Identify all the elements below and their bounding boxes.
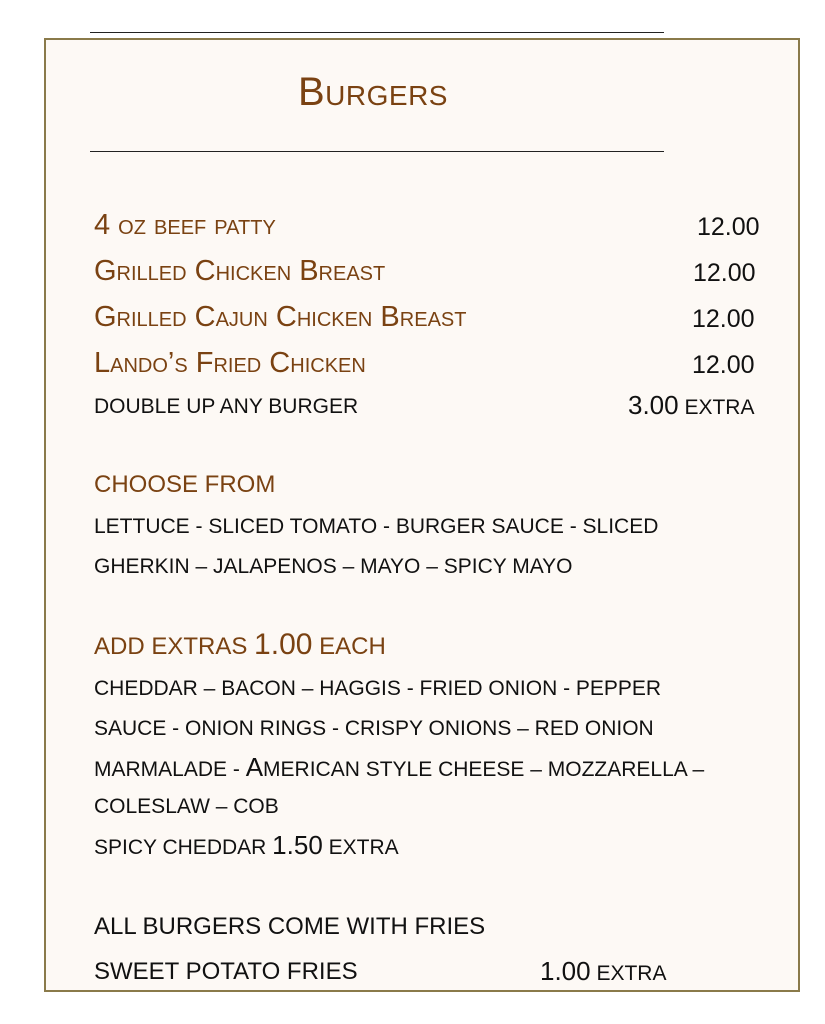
sweet-potato-fries-label: SWEET POTATO FRIES <box>94 958 358 985</box>
add-extras-line3-a: MARMALADE - <box>94 758 246 781</box>
add-extras-line <box>94 754 704 780</box>
add-extras-line: COLESLAW – COB <box>94 795 279 818</box>
add-extras-line: CHEDDAR – BACON – HAGGIS - FRIED ONION - PEPPER <box>94 677 662 700</box>
double-up-price-value: 3.00 <box>628 390 679 420</box>
add-extras-heading-prefix: ADD EXTRAS <box>94 633 248 660</box>
sweet-potato-fries-price-value: 1.00 <box>540 956 591 986</box>
spicy-cheddar-price: 1.50 <box>272 830 323 860</box>
menu-item-price: 12.00 <box>692 305 755 333</box>
menu-item-price: 12.00 <box>693 259 756 287</box>
double-up-price <box>628 392 754 418</box>
add-extras-heading <box>94 630 386 660</box>
double-up-label: DOUBLE UP ANY BURGER <box>94 395 359 418</box>
page-title: Burgers <box>298 70 448 114</box>
add-extras-line3-cap: A <box>245 752 264 782</box>
add-extras-line3-b: MERICAN STYLE CHEESE – MOZZARELLA – <box>263 758 705 781</box>
menu-item-name: Lando’s Fried Chicken <box>94 347 366 379</box>
choose-from-line: GHERKIN – JALAPENOS – MAYO – SPICY MAYO <box>94 555 573 578</box>
fries-note: ALL BURGERS COME WITH FRIES <box>94 913 486 940</box>
spicy-cheddar-label: SPICY CHEDDAR <box>94 836 267 859</box>
menu-item-price: 12.00 <box>697 213 760 241</box>
top-divider <box>90 32 664 33</box>
sweet-potato-fries-price <box>540 958 666 984</box>
sweet-potato-fries-price-suffix: EXTRA <box>596 962 667 985</box>
menu-item-price: 12.00 <box>692 351 755 379</box>
choose-from-heading: CHOOSE FROM <box>94 471 276 498</box>
menu-item-name: Grilled Cajun Chicken Breast <box>94 301 467 333</box>
spicy-cheddar-suffix: EXTRA <box>328 836 399 859</box>
add-extras-heading-suffix: EACH <box>319 633 386 660</box>
title-divider <box>90 151 664 152</box>
menu-item-name: 4 oz beef patty <box>94 209 276 241</box>
choose-from-line: LETTUCE - SLICED TOMATO - BURGER SAUCE - SLICED <box>94 515 659 538</box>
double-up-price-suffix: EXTRA <box>684 396 755 419</box>
spicy-cheddar-line <box>94 832 399 858</box>
add-extras-line: SAUCE - ONION RINGS - CRISPY ONIONS – RED ONION <box>94 717 654 740</box>
menu-item-name: Grilled Chicken Breast <box>94 255 386 287</box>
add-extras-heading-price: 1.00 <box>254 628 313 661</box>
